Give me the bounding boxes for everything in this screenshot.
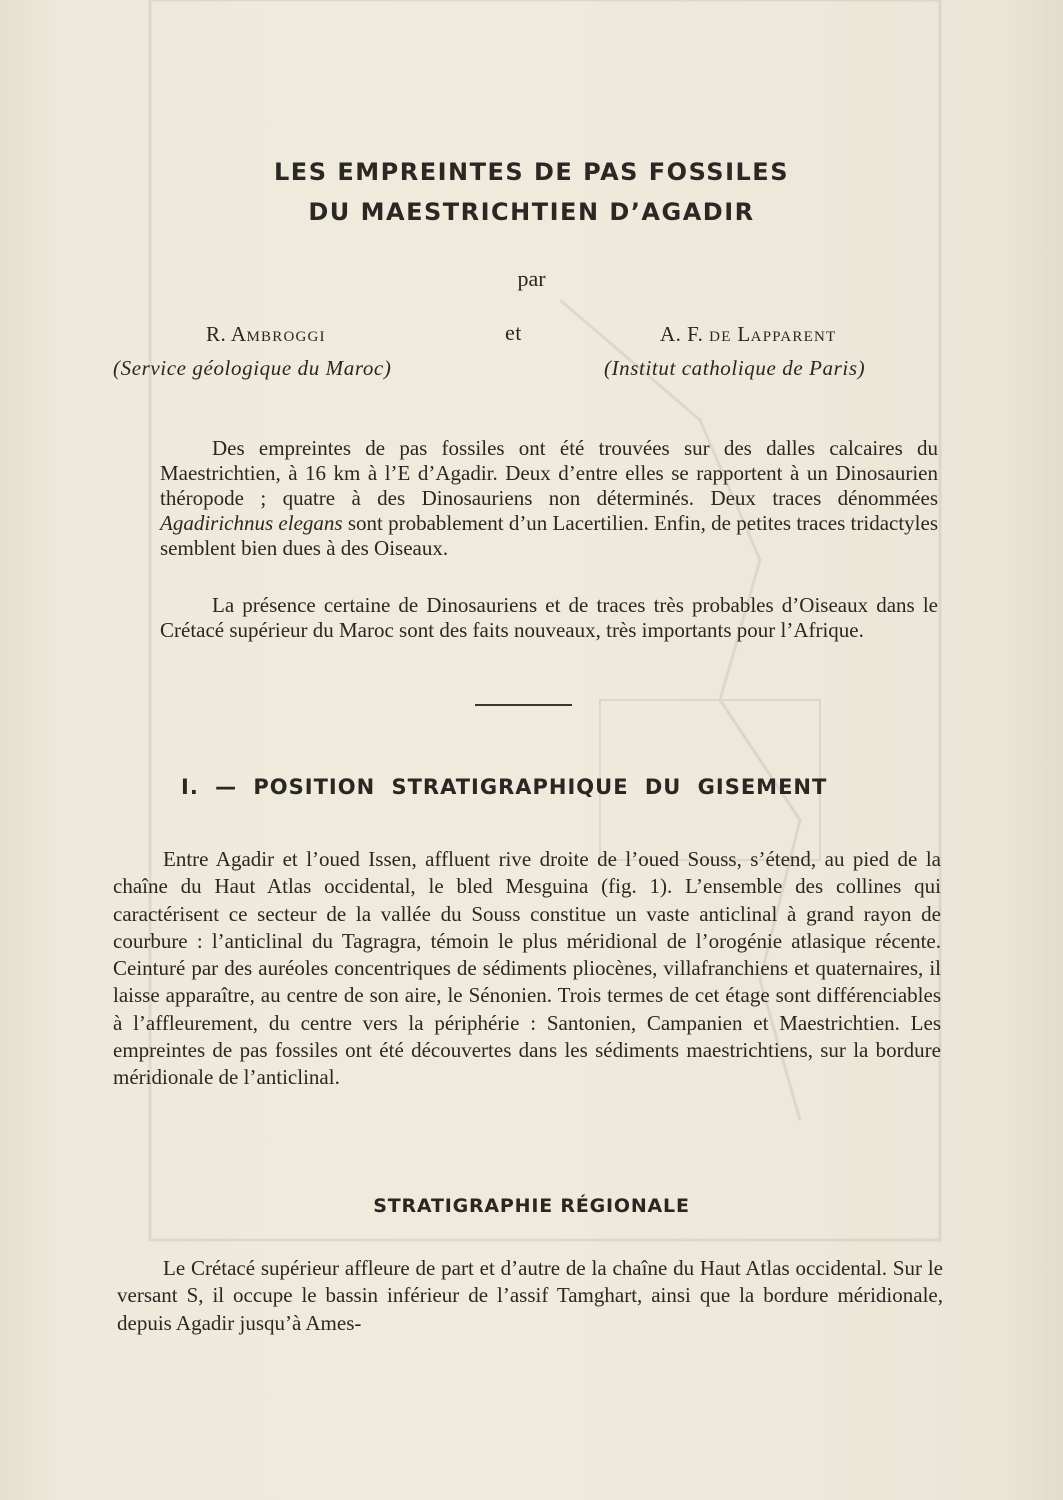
section-2-heading: STRATIGRAPHIE RÉGIONALE xyxy=(373,1195,690,1217)
author-2-affiliation: (Institut catholique de Paris) xyxy=(604,356,866,380)
author-2-surname-rest: APPARENT xyxy=(750,329,837,345)
author-2-name xyxy=(660,322,836,347)
author-1-surname-rest: MBROGGI xyxy=(246,329,326,345)
abstract-p1-end: sont probablement d’un Lacertilien. Enfin, de petites traces tridactyles semblent bien dues à des Oiseaux. xyxy=(160,511,939,560)
byline-par: par xyxy=(517,266,546,291)
author-2-surname-initial: L xyxy=(731,322,751,346)
article-title-line-2: DU MAESTRICHTIEN D’AGADIR xyxy=(308,198,755,226)
author-2-particle: DE xyxy=(709,329,732,345)
author-2-initials: A. F. xyxy=(660,322,710,346)
abstract-paragraph-2: La présence certaine de Dinosauriens et de traces très probables d’Oiseaux dans le Crétacé supérieur du Maroc sont des faits nouveaux, très importants pour l’Afrique. xyxy=(160,593,938,642)
section-divider-rule xyxy=(475,704,572,706)
abstract-paragraph-1 xyxy=(160,436,938,561)
author-1-affiliation: (Service géologique du Maroc) xyxy=(113,356,392,380)
abstract-p1-start: Des empreintes de pas fossiles ont été trouvées sur des dalles calcaires du Maestrichtien, à 16 km à l’E d’Agadir. Deux d’entre elles se rapportent à un Dinosaurien théropode ; quatre à des Dinosauriens non déterminés. Deux traces dénommées xyxy=(160,436,938,510)
author-1-name xyxy=(206,322,326,347)
species-name: Agadirichnus elegans xyxy=(160,511,343,535)
byline-and: et xyxy=(505,320,522,345)
section-2-paragraph: Le Crétacé supérieur affleure de part et d’autre de la chaîne du Haut Atlas occidental. Sur le versant S, il occupe le bassin inférieur de l’assif Tamghart, ainsi que la bordure méridionale, depuis Agadir jusqu’à Ames- xyxy=(117,1256,943,1335)
article-title-line-1: LES EMPREINTES DE PAS FOSSILES xyxy=(274,158,789,186)
section-1-paragraph: Entre Agadir et l’oued Issen, affluent rive droite de l’oued Souss, s’étend, au pied de la chaîne du Haut Atlas occidental, le bled Mesguina (fig. 1). L’ensemble des collines qui caractérisent ce secteur de la vallée du Souss constitue un vaste anticlinal à grand rayon de courbure : l’anticlinal du Tagragra, témoin le plus méridional de l’orogénie atlasique récente. Ceinturé par des auréoles concentriques de sédiments pliocènes, villafranchiens et quaternaires, il laisse apparaître, au centre de son aire, le Sénonien. Trois termes de cet étage sont différenciables à l’affleurement, du centre vers la périphérie : Santonien, Campanien et Maestrichtien. Les empreintes de pas fossiles ont été découvertes dans les sédiments maestrichtiens, sur la bordure méridionale de l’anticlinal. xyxy=(113,847,941,1090)
section-1-heading: I. — POSITION STRATIGRAPHIQUE DU GISEMENT xyxy=(181,775,828,799)
author-1-initials: R. A xyxy=(206,322,247,346)
